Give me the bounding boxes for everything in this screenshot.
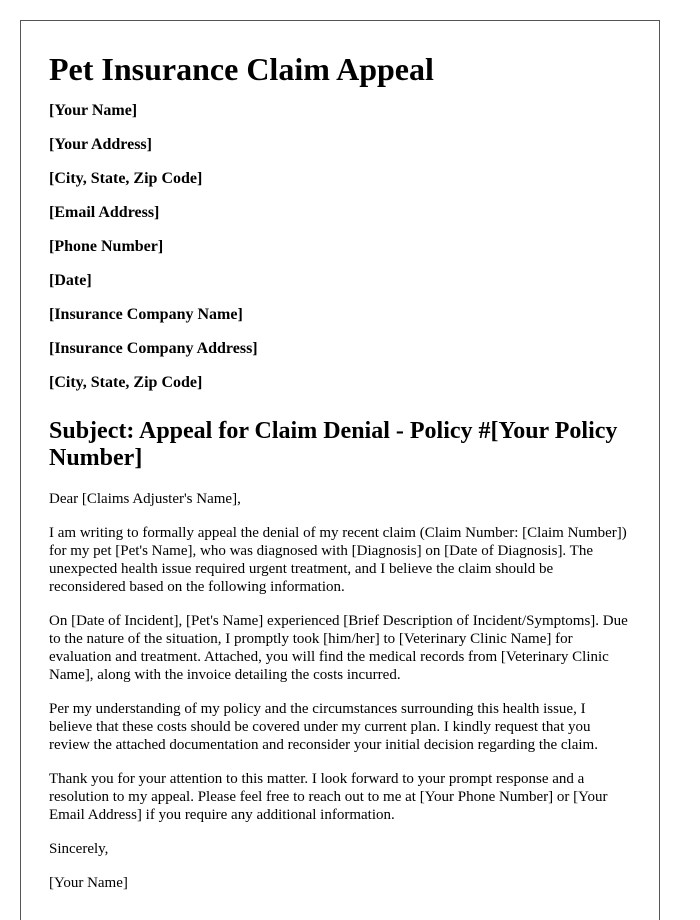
body-paragraph: On [Date of Incident], [Pet's Name] experienced [Brief Description of Incident/Symptoms]. Due to the nature of the situation, I promptly took [him/her] to [Veterinary Clinic Name] for evaluation and treatment. Attached, you will find the medical records from [Veterinary Clinic Name], along with the invoice detailing the costs incurred.: [49, 613, 628, 683]
sender-email: [Email Address]: [49, 204, 160, 221]
sender-address: [Your Address]: [49, 136, 152, 153]
sender-city: [City, State, Zip Code]: [49, 170, 203, 187]
closing: Sincerely,: [49, 841, 109, 857]
signature: [Your Name]: [49, 875, 128, 891]
page-title: Pet Insurance Claim Appeal: [49, 51, 434, 87]
subject-line: Subject: Appeal for Claim Denial - Policy #[Your Policy Number]: [49, 418, 618, 471]
recipient-address: [Insurance Company Address]: [49, 340, 258, 357]
recipient-company: [Insurance Company Name]: [49, 306, 243, 323]
letter-date: [Date]: [49, 272, 92, 289]
recipient-city: [City, State, Zip Code]: [49, 374, 203, 391]
greeting: Dear [Claims Adjuster's Name],: [49, 491, 241, 507]
body-paragraph: Per my understanding of my policy and the circumstances surrounding this health issue, I believe that these costs should be covered under my current plan. I kindly request that you review the attached documentation and reconsider your initial decision regarding the claim.: [49, 701, 598, 753]
letter-page: [20, 20, 660, 920]
sender-phone: [Phone Number]: [49, 238, 164, 255]
sender-name: [Your Name]: [49, 102, 138, 119]
body-paragraph: I am writing to formally appeal the denial of my recent claim (Claim Number: [Claim Number]) for my pet [Pet's Name], who was diagnosed with [Diagnosis] on [Date of Diagnosis]. The unexpected health issue required urgent treatment, and I believe the claim should be reconsidered based on the following information.: [49, 525, 627, 595]
body-paragraph: Thank you for your attention to this matter. I look forward to your prompt response and a resolution to my appeal. Please feel free to reach out to me at [Your Phone Number] or [Your Email Address] if you require any additional information.: [49, 771, 608, 823]
